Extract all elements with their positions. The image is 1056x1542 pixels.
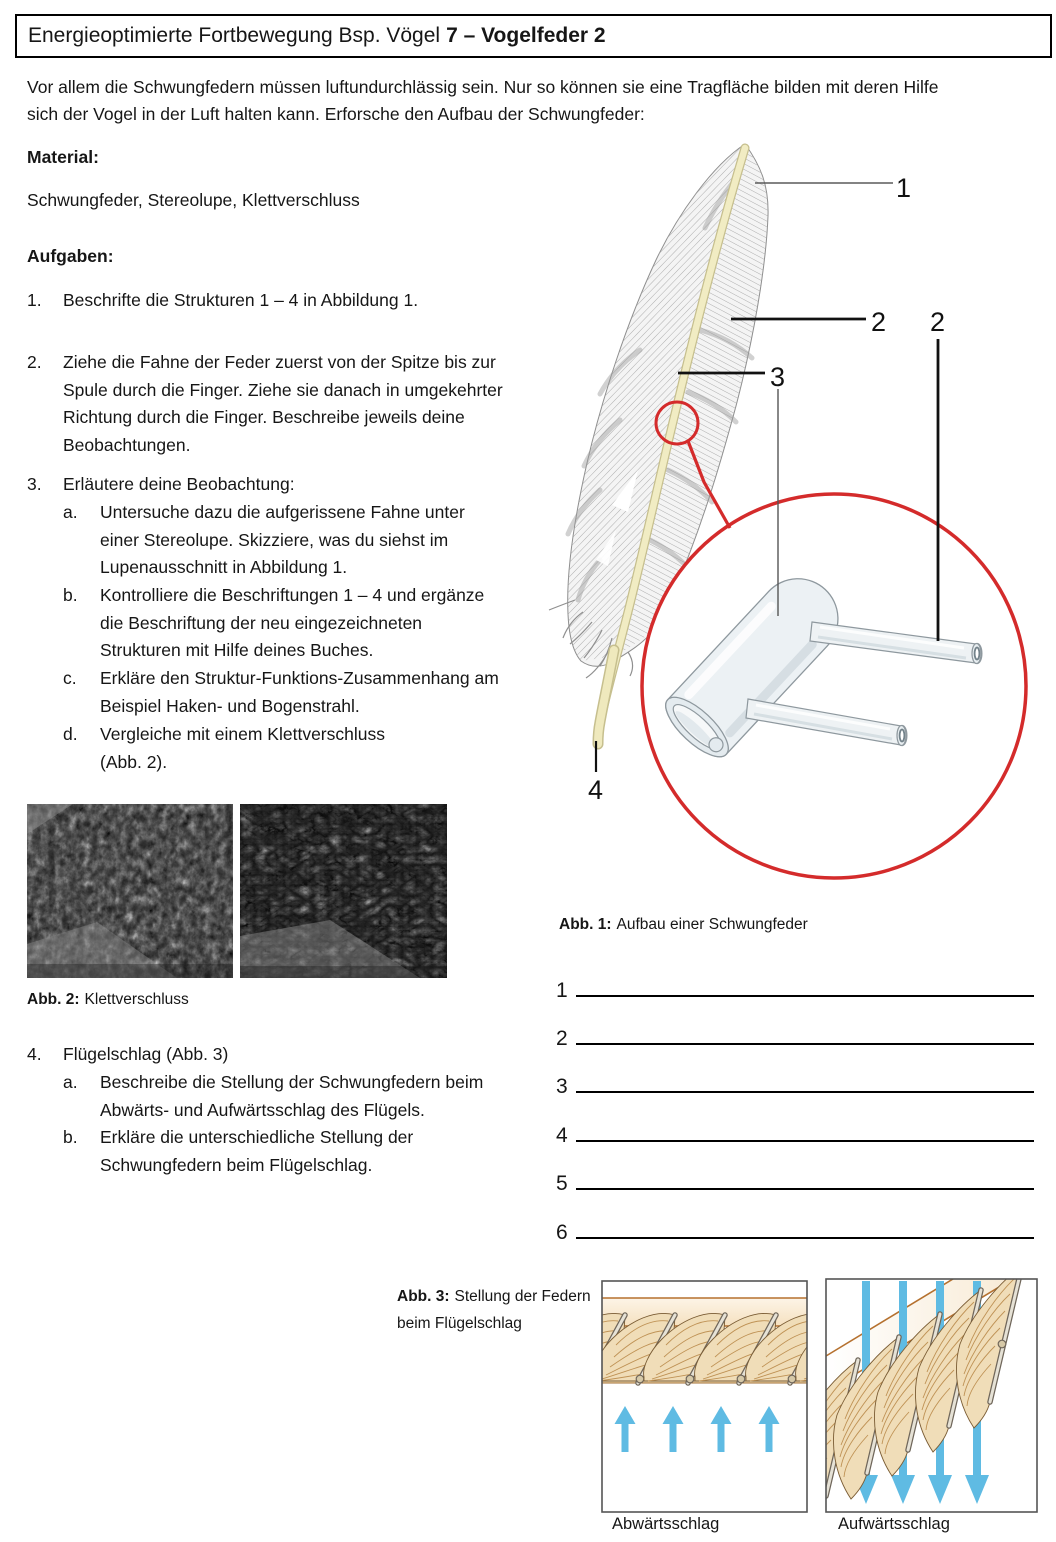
answer-blank-line-2[interactable]	[576, 1013, 1034, 1045]
intro-line-2: sich der Vogel in der Luft halten kann. Erforsche den Aufbau der Schwungfeder:	[27, 104, 645, 124]
task4b-line: Erkläre die unterschiedliche Stellung der	[100, 1127, 414, 1147]
task3b-text	[100, 582, 484, 665]
material-heading: Material:	[27, 147, 99, 167]
figure2-caption-label: Abb. 2:	[27, 991, 80, 1008]
task3a-letter: a.	[63, 502, 78, 522]
answer-number: 5	[556, 1172, 568, 1195]
task4-text: Flügelschlag (Abb. 3)	[63, 1044, 229, 1064]
task1-text: Beschrifte die Strukturen 1 – 4 in Abbildung 1.	[63, 290, 419, 310]
title-bold: 7 – Vogelfeder 2	[446, 24, 606, 47]
panel-upstroke	[792, 1272, 1037, 1517]
structure-label-1: 1	[896, 173, 912, 203]
answer-row-4	[556, 1112, 1034, 1147]
answer-row-3	[556, 1063, 1034, 1098]
task3-text: Erläutere deine Beobachtung:	[63, 474, 295, 494]
task2-number: 2.	[27, 352, 42, 372]
task3a-line: Lupenausschnitt in Abbildung 1.	[100, 557, 348, 577]
task3b-line: Strukturen mit Hilfe deines Buches.	[100, 640, 374, 660]
title-bar	[15, 14, 1052, 58]
task4a-line: Beschreibe die Stellung der Schwungfedern beim	[100, 1072, 484, 1092]
task4b-letter: b.	[63, 1127, 78, 1147]
answer-number: 4	[556, 1124, 568, 1147]
task3-number: 3.	[27, 474, 42, 494]
task3c-text	[100, 665, 499, 720]
task3c-line: Beispiel Haken- und Bogenstrahl.	[100, 695, 360, 716]
task4a-line: Abwärts- und Aufwärtsschlag des Flügels.	[100, 1099, 425, 1120]
answer-blank-line-4[interactable]	[576, 1110, 1034, 1142]
task4a-text	[100, 1069, 483, 1124]
task4a-letter: a.	[63, 1072, 78, 1092]
task1-number: 1.	[27, 290, 42, 310]
feather-diagram	[540, 130, 1056, 910]
task3a-line: Untersuche dazu die aufgerissene Fahne unter	[100, 502, 465, 522]
answer-number: 6	[556, 1221, 568, 1244]
figure2-caption-text: Klettverschluss	[84, 991, 189, 1008]
task4b-text	[100, 1124, 413, 1179]
task4b-line: Schwungfedern beim Flügelschlag.	[100, 1154, 373, 1175]
figure3-caption-text: Stellung der Federn	[454, 1288, 591, 1305]
material-items: Schwungfeder, Stereolupe, Klettverschluss	[27, 190, 360, 210]
figure2-caption	[27, 991, 189, 1009]
wingbeat-diagram	[550, 1272, 1056, 1517]
task3d-line: Vergleiche mit einem Klettverschluss	[100, 724, 385, 744]
task3a-text	[100, 499, 465, 582]
structure-label-4: 4	[588, 775, 604, 805]
answer-row-2	[556, 1015, 1034, 1050]
velcro-photo-hooks	[27, 804, 233, 978]
panel-right-label: Aufwärtsschlag	[838, 1515, 950, 1533]
task3d-text	[100, 721, 385, 776]
task3d-letter: d.	[63, 724, 78, 744]
panel-left-label: Abwärtsschlag	[612, 1515, 720, 1533]
answer-number: 1	[556, 979, 568, 1002]
structure-label-2b: 2	[930, 307, 946, 337]
task3b-line: die Beschriftung der neu eingezeichneten	[100, 612, 423, 633]
answer-blank-line-3[interactable]	[576, 1061, 1034, 1093]
task3c-letter: c.	[63, 668, 77, 688]
structure-label-3: 3	[770, 362, 786, 392]
task2-line: Richtung durch die Finger. Beschreibe jeweils deine	[63, 407, 465, 427]
velcro-photo-loops	[240, 804, 447, 978]
intro-line-1: Vor allem die Schwungfedern müssen luftundurchlässig sein. Nur so können sie eine Tragfläche bilden mit deren Hilfe	[27, 77, 939, 97]
task2-line: Ziehe die Fahne der Feder zuerst von der Spitze bis zur	[63, 352, 496, 372]
task4-number: 4.	[27, 1044, 42, 1064]
title-prefix: Energieoptimierte Fortbewegung Bsp. Vögel	[28, 24, 441, 47]
answer-number: 3	[556, 1075, 568, 1098]
answer-row-5	[556, 1160, 1034, 1195]
task2-line: Beobachtungen.	[63, 434, 191, 455]
task2-line: Spule durch die Finger. Ziehe sie danach in umgekehrter	[63, 379, 503, 400]
answer-row-6	[556, 1209, 1034, 1244]
task3a-line: einer Stereolupe. Skizziere, was du siehst im	[100, 529, 449, 550]
structure-label-2: 2	[871, 307, 887, 337]
task3b-line: Kontrolliere die Beschriftungen 1 – 4 und ergänze	[100, 585, 485, 605]
task3b-letter: b.	[63, 585, 78, 605]
task3c-line: Erkläre den Struktur-Funktions-Zusammenhang am	[100, 668, 499, 688]
figure1-caption-label: Abb. 1:	[559, 916, 612, 933]
answer-row-1	[556, 967, 1034, 1002]
answer-blank-line-1[interactable]	[576, 965, 1034, 997]
figure1-caption-text: Aufbau einer Schwungfeder	[616, 916, 808, 933]
task2-text	[63, 349, 503, 459]
answer-blank-line-6[interactable]	[576, 1207, 1034, 1239]
tasks-heading: Aufgaben:	[27, 246, 114, 266]
answer-number: 2	[556, 1027, 568, 1050]
figure3-caption-label: Abb. 3:	[397, 1288, 450, 1305]
task3d-line: (Abb. 2).	[100, 751, 168, 772]
figure3-caption-line2: beim Flügelschlag	[397, 1315, 522, 1332]
answer-blank-line-5[interactable]	[576, 1158, 1034, 1190]
figure1-caption	[559, 916, 808, 934]
